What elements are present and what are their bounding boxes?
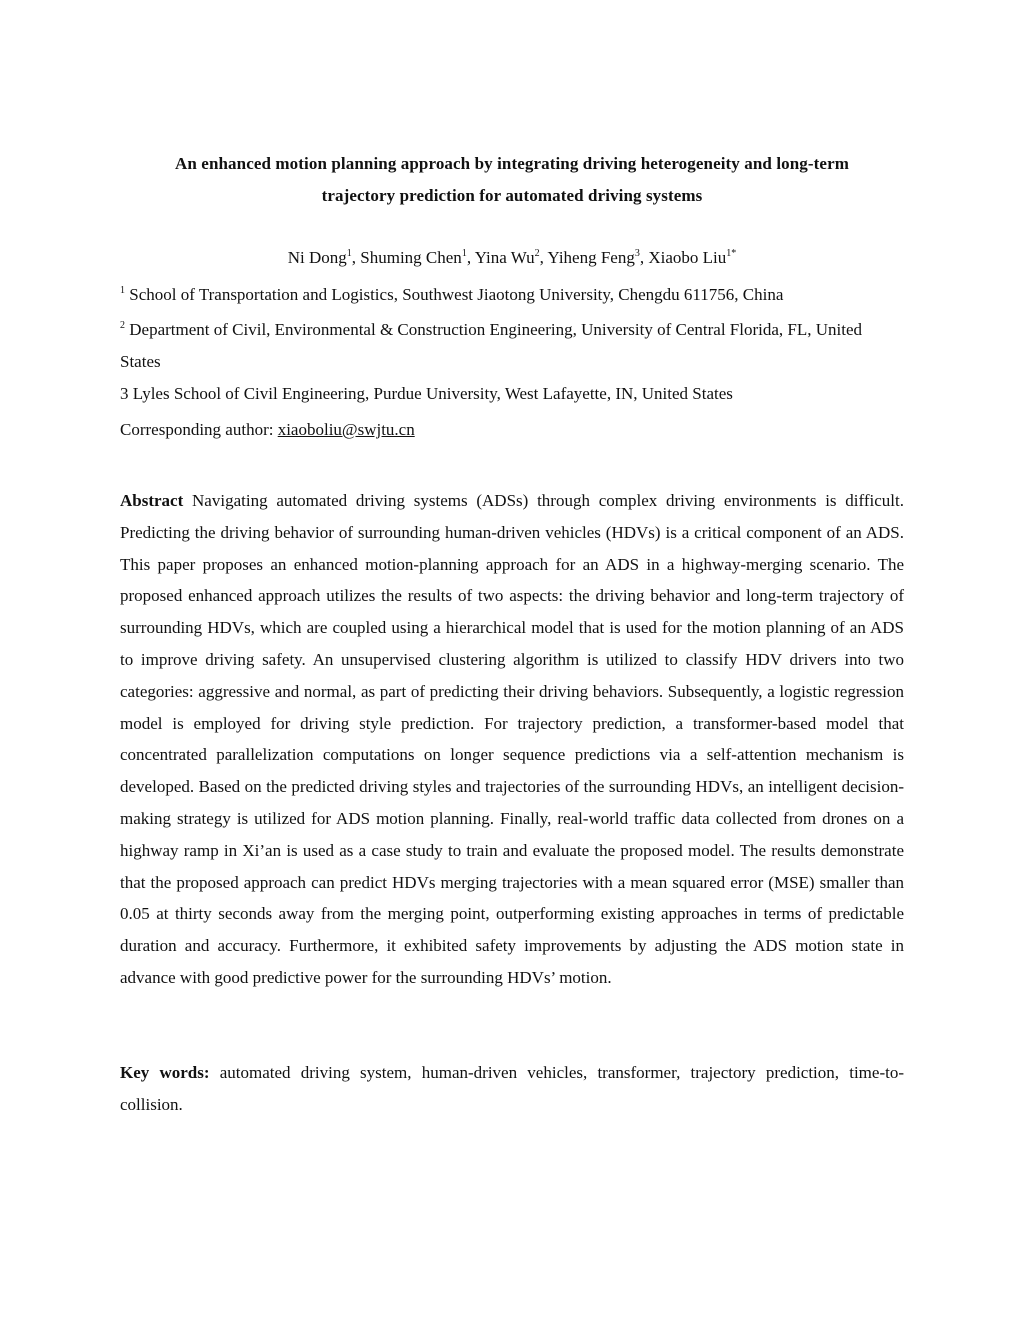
corresponding-author [120,414,904,446]
abstract-paragraph [120,485,904,994]
affiliation-3: 3 Lyles School of Civil Engineering, Purdue University, West Lafayette, IN, United States [120,384,733,403]
keywords-label: Key words: [120,1063,210,1082]
corresponding-email-link[interactable]: xiaoboliu@swjtu.cn [277,420,415,439]
author-2 [360,248,474,267]
author-affil-sup: 2 [534,248,540,259]
affiliation-2 [120,314,904,378]
author-affil-sup: 1 [461,248,467,259]
author-3 [475,248,548,267]
title-line-1: An enhanced motion planning approach by integrating driving heterogeneity and long-term [175,154,849,173]
affiliation-1 [120,279,904,311]
keywords-paragraph [120,1057,904,1121]
author-name: Yina Wu [474,248,535,267]
author-name: Shuming Chen [360,248,462,267]
author-name: Xiaobo Liu [648,248,727,267]
author-5 [648,248,736,267]
author-separator: , [351,248,361,267]
author-affil-sup: 1 [346,248,352,259]
affiliation-number: 2 [120,320,125,331]
author-separator: , [539,248,548,267]
author-name: Ni Dong [287,248,347,267]
affiliation-text: School of Transportation and Logistics, Southwest Jiaotong University, Chengdu 611756, China [125,285,784,304]
title-line-2: trajectory prediction for automated driving systems [321,186,703,205]
affiliation-number: 1 [120,285,125,296]
abstract-label: Abstract [120,491,184,510]
paper-title [120,148,904,212]
corresponding-label: Corresponding author: [120,420,278,439]
author-affil-sup: 3 [634,248,640,259]
author-name: Yiheng Feng [547,248,635,267]
keywords-text: automated driving system, human-driven vehicles, transformer, trajectory prediction, time-to-collision. [120,1063,904,1114]
author-separator: , [639,248,649,267]
abstract-text: Navigating automated driving systems (ADSs) through complex driving environments is difficult. Predicting the driving behavior of surrounding human-driven vehicles (HDVs) is a critical component of an ADS. This paper proposes an enhanced motion-planning approach for an ADS in a highway-merging scenario. The proposed enhanced approach utilizes the results of two aspects: the driving behavior and long-term trajectory of surrounding HDVs, which are coupled using a hierarchical model that is used for the motion planning of an ADS to improve driving safety. An unsupervised clustering algorithm is utilized to classify HDV drivers into two categories: aggressive and normal, as part of predicting their driving behaviors. Subsequently, a logistic regression model is employed for driving style prediction. For trajectory prediction, a transformer-based model that concentrated parallelization computations on longer sequence predictions via a self-attention mechanism is developed. Based on the predicted driving styles and trajectories of the surrounding HDVs, an intelligent decision-making strategy is utilized for ADS motion planning. Finally, real-world traffic data collected from drones on a highway ramp in Xi’an is used as a case study to train and evaluate the proposed model. The results demonstrate that the proposed approach can predict HDVs merging trajectories with a mean squared error (MSE) smaller than 0.05 at thirty seconds away from the merging point, outperforming existing approaches in terms of predictable duration and accuracy. Furthermore, it exhibited safety improvements by adjusting the ADS motion state in advance with good predictive power for the surrounding HDVs’ motion. [120,491,904,987]
author-list [120,246,904,270]
author-1 [288,248,361,267]
author-4 [547,248,648,267]
affiliation-text: Department of Civil, Environmental & Construction Engineering, University of Central Florida, FL, United States [120,320,863,371]
author-separator: , [466,248,475,267]
author-affil-sup: 1* [726,248,737,259]
